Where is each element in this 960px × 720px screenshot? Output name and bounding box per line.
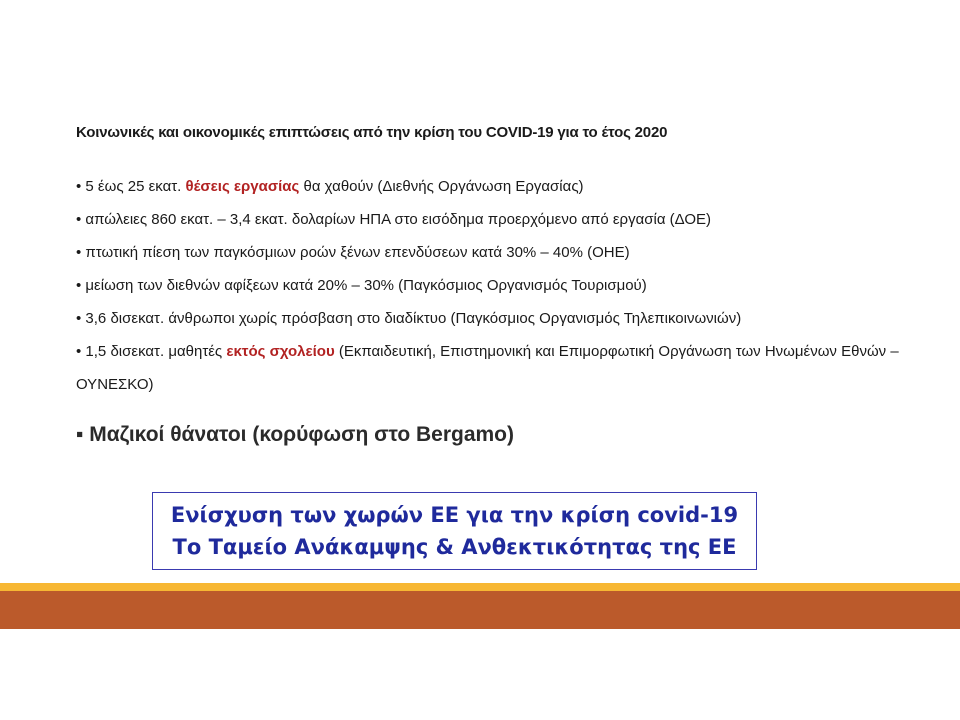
bullet-schools-suffix: (Εκπαιδευτική, Επιστημονική και Επιμορφωτική Οργάνωση των Ηνωμένων Εθνών – ΟΥΝΕΣΚΟ)	[76, 343, 899, 393]
bullet-schools-highlight: εκτός σχολείου	[226, 343, 335, 360]
footer-band-thin	[0, 583, 960, 591]
slide-title: Κοινωνικές και οικονομικές επιπτώσεις από την κρίση του COVID-19 για το έτος 2020	[76, 124, 668, 141]
callout-line-1: Ενίσχυση των χωρών ΕΕ για την κρίση covid-19	[170, 503, 739, 527]
mass-deaths-bullet: ▪ Μαζικοί θάνατοι (κορύφωση στο Bergamo)	[76, 423, 514, 446]
bullet-jobs-prefix: • 5 έως 25 εκατ.	[76, 178, 186, 195]
callout-line-2: Το Ταμείο Ανάκαμψης & Ανθεκτικότητας της ΕΕ	[172, 535, 737, 559]
bullet-internet: • 3,6 δισεκατ. άνθρωποι χωρίς πρόσβαση στο διαδίκτυο (Παγκόσμιος Οργανισμός Τηλεπικοινωνιών)	[76, 310, 742, 327]
bullet-income-loss: • απώλειες 860 εκατ. – 3,4 εκατ. δολαρίων ΗΠΑ στο εισόδημα προερχόμενο από εργασία (ΔΟΕ)	[76, 211, 712, 228]
bullet-jobs-highlight: θέσεις εργασίας	[185, 178, 300, 195]
footer-band-thick	[0, 591, 960, 629]
bullet-schools-prefix: • 1,5 δισεκατ. μαθητές	[76, 343, 227, 360]
callout-box	[152, 492, 757, 570]
bullet-tourism: • μείωση των διεθνών αφίξεων κατά 20% – 30% (Παγκόσμιος Οργανισμός Τουρισμού)	[76, 277, 647, 294]
bullet-investment: • πτωτική πίεση των παγκόσμιων ροών ξένων επενδύσεων κατά 30% – 40% (ΟΗΕ)	[76, 244, 630, 261]
bullet-jobs	[76, 170, 916, 203]
bullet-schools	[76, 335, 916, 401]
bullet-list	[76, 170, 916, 401]
bullet-jobs-suffix: θα χαθούν (Διεθνής Οργάνωση Εργασίας)	[299, 178, 584, 195]
